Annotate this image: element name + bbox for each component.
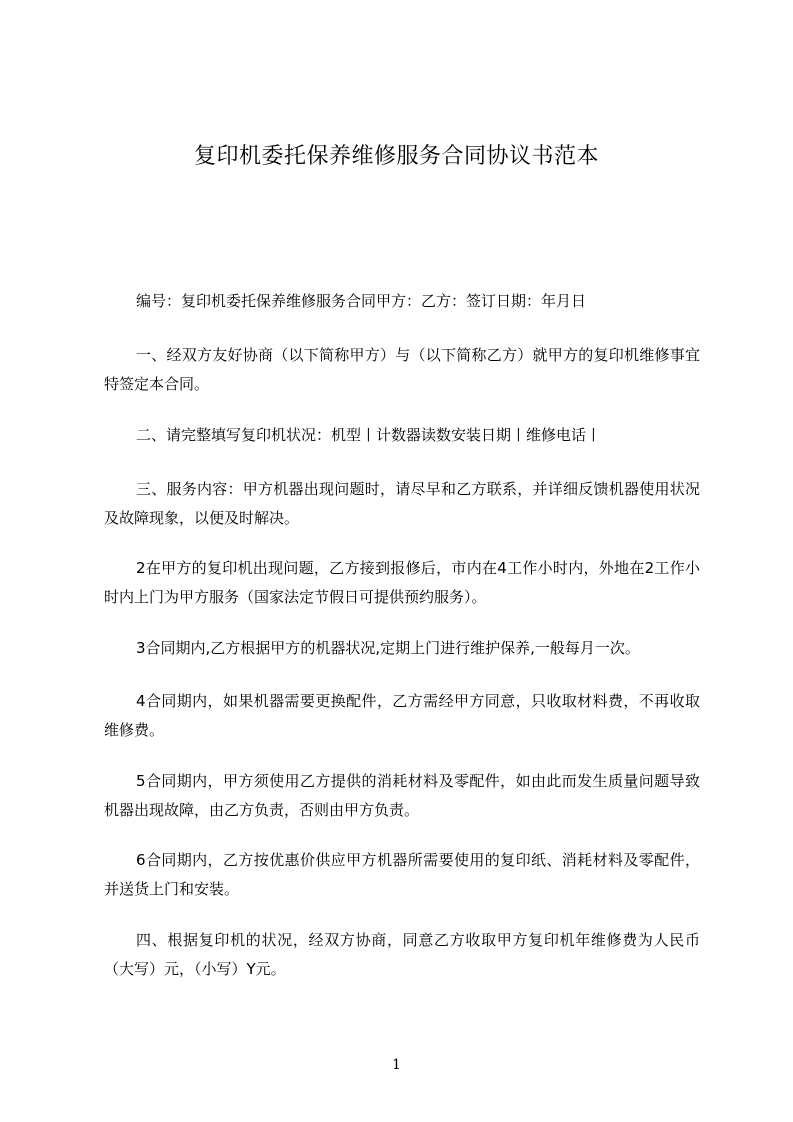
- clause-three: 三、服务内容：甲方机器出现问题时，请尽早和乙方联系，并详细反馈机器使用状况及故障现象，以便及时解决。: [104, 480, 700, 527]
- clause-item-6: 6合同期内，乙方按优惠价供应甲方机器所需要使用的复印纸、消耗材料及零配件，并送货上门和安装。: [104, 851, 700, 898]
- clause-item-5: 5合同期内，甲方须使用乙方提供的消耗材料及零配件，如由此而发生质量问题导致机器出现故障，由乙方负责，否则由甲方负责。: [104, 772, 700, 819]
- clause-item-3: 3合同期内,乙方根据甲方的机器状况,定期上门进行维护保养,一般每月一次。: [136, 639, 640, 657]
- contract-header-line: 编号：复印机委托保养维修服务合同甲方：乙方：签订日期：年月日: [136, 292, 587, 310]
- clause-one: 一、经双方友好协商（以下简称甲方）与（以下简称乙方）就甲方的复印机维修事宜特签定本合同。: [104, 346, 700, 393]
- clause-two: 二、请完整填写复印机状况：机型丨计数器读数安装日期丨维修电话丨: [136, 426, 602, 444]
- clause-item-2: 2在甲方的复印机出现问题，乙方接到报修后，市内在4工作小时内，外地在2工作小时内上门为甲方服务（国家法定节假日可提供预约服务）。: [104, 559, 700, 606]
- page-number: 1: [392, 1057, 401, 1073]
- clause-four: 四、根据复印机的状况，经双方协商，同意乙方收取甲方复印机年维修费为人民币（大写）元，（小写）Y元。: [104, 931, 700, 978]
- document-title: 复印机委托保养维修服务合同协议书范本: [193, 144, 599, 169]
- clause-item-4: 4合同期内，如果机器需要更换配件，乙方需经甲方同意，只收取材料费，不再收取维修费。: [104, 692, 700, 739]
